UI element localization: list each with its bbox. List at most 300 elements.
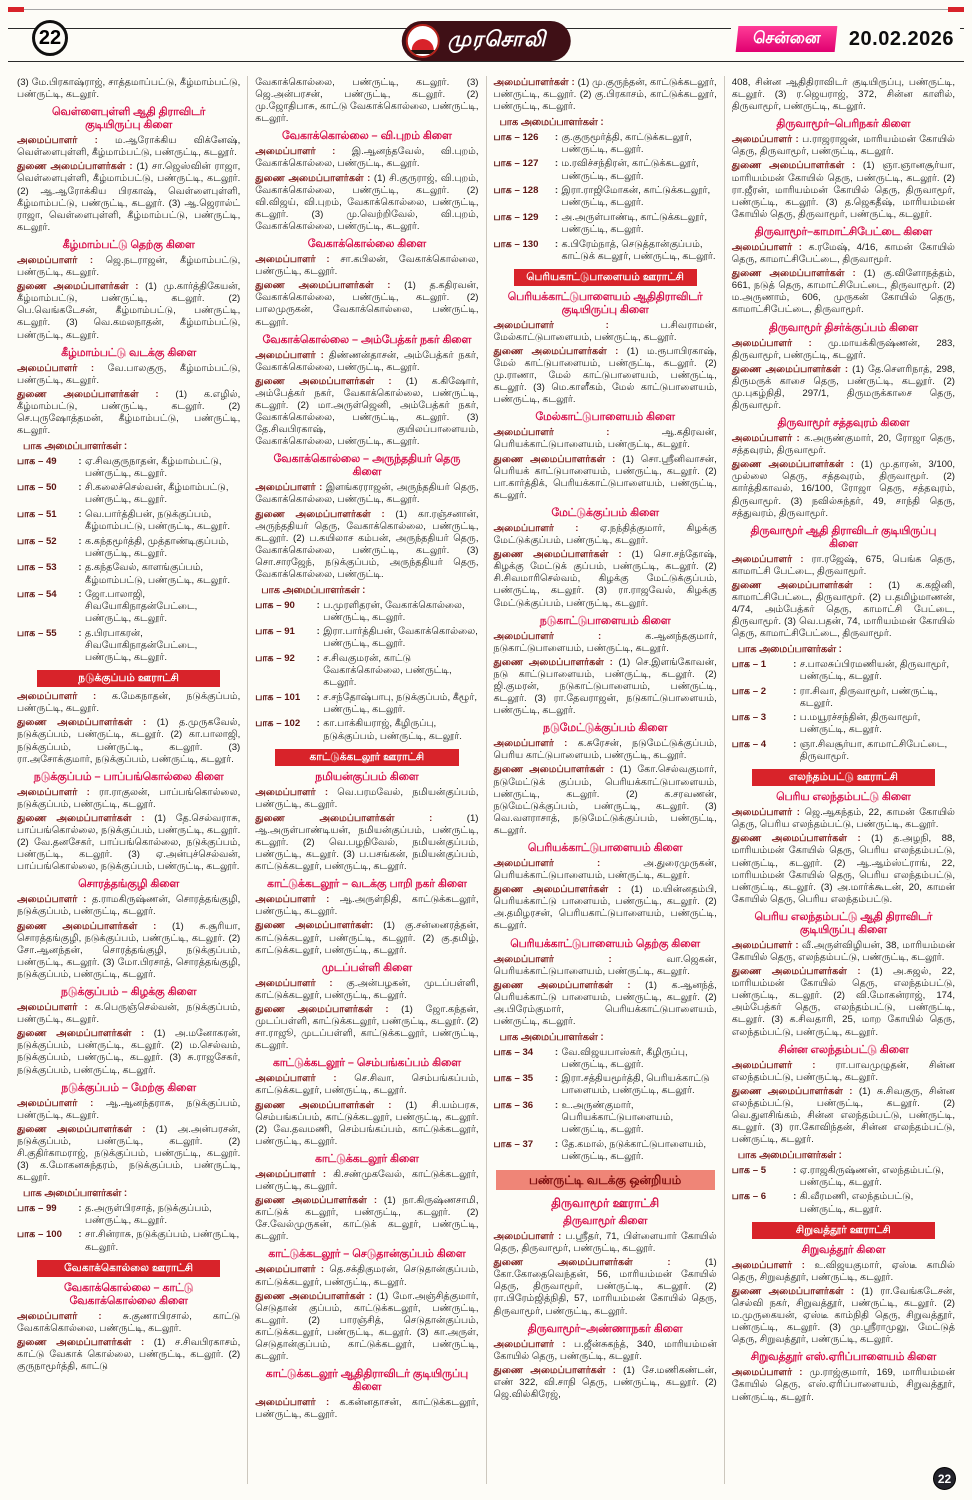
booth-item — [732, 1191, 955, 1215]
panchayat-banner: காட்டுக்கடலூர் ஊராட்சி — [275, 749, 458, 766]
separator: : — [554, 211, 559, 223]
role-label: துணை அமைப்பாளர்கள் : — [255, 812, 467, 824]
branch-heading: பெரிய எலந்தம்பட்டு கிளை — [776, 791, 911, 804]
role-label: அமைப்பாளர் : — [493, 427, 662, 439]
organizer-paragraph: துணை அமைப்பாளர்கள் : (1) சு.சிவகுரு, சின்ன எலந்தம்பட்டு, பண்ருட்டி, கடலூர். (2) வெ.துளசிங்கம், சின்ன எலந்தம்பட்டு, பண்ருட்டி, கடலூர். (3) ரா.கோவிந்தன், சின்ன எலந்தம்பட்டு, பண்ருட்டி, கடலூர். — [731, 1085, 955, 1146]
panchayat-banner: பெரியகாட்டுபாளையம் ஊராட்சி — [514, 269, 697, 286]
branch-heading: பெரியக்காட்டுபாளையம் தெற்கு கிளை — [510, 937, 701, 950]
role-label: அமைப்பாளர் : — [493, 858, 644, 869]
role-label: துணை அமைப்பாளர்கள் : — [731, 160, 863, 172]
branch-heading: கீழ்மாம்பட்டு தெற்கு கிளை — [62, 238, 195, 251]
organizer-paragraph: அமைப்பாளர் : வே.பாலகுரு, கீழ்மாம்பட்டு, பண்ருட்டி, கடலூர். — [17, 362, 241, 386]
role-label: துணை அமைப்பாளர்கள் : — [17, 717, 157, 729]
organizer-paragraph: அமைப்பாளர் : க.சுரேசன், நடுமேட்டுக்குப்பம், பெரிய காட்டுபாளையம், பண்ருட்டி, கடலூர். — [493, 738, 717, 762]
panchayat-banner: சிறுவத்தூர் ஊராட்சி — [752, 1222, 935, 1239]
booth-number: பாக – 92 — [255, 652, 295, 664]
booth-number: பாக – 34 — [493, 1046, 534, 1058]
booth-item — [494, 1100, 717, 1136]
separator: : — [78, 455, 82, 467]
organizer-paragraph: துணை அமைப்பாளர்கள் : (1) தே.சௌரிநாத், 298, திருமருக் காசை தெரு, பண்ருட்டி, கடலூர். (2) மு.புகழ்நிதி, 297/1, திருமருக்காசை தெரு, திருவாமூர். — [731, 363, 955, 411]
separator: : — [793, 658, 797, 670]
role-label: துணை அமைப்பாளர்கள் : — [493, 549, 632, 561]
booth-number: பாக – 127 — [493, 158, 539, 170]
booth-item — [17, 509, 240, 533]
separator: : — [78, 589, 82, 601]
separator: : — [554, 185, 559, 197]
booth-number: பாக – 129 — [493, 211, 539, 223]
role-label: துணை அமைப்பாளர்கள் : — [255, 280, 405, 292]
role-label: அமைப்பாளர் : — [255, 977, 347, 989]
continuation-paragraph: 408, சின்ன ஆதிதிராவிடர் குடியிருப்பு, பண்ருட்டி, கடலூர். (3) ர.ஜெயராஜ், 372, சின்ன காளில், திருவாமூர், பண்ருட்டி, கடலூர். — [731, 77, 955, 113]
organizer-paragraph: துணை அமைப்பாளர்கள் : (1) சா.ஜெஸ்வின் ராஜா, வெள்ளைபுள்ளி, கீழ்மாம்பட்டு, பண்ருட்டி, கடலூர். (2) ஆ.ஆரோக்கிய பிரகாஷ், வெள்ளைபுள்ளி, கீழ்மாம்பட்டு, பண்ருட்டி, கடலூர். (3) ஆ.ஜெரால்ட் ராஜா, வெள்ளைபுள்ளி, கீழ்மாம்பட்டு, பண்ருட்டி, கடலூர். — [17, 161, 241, 233]
organizer-paragraph: துணை அமைப்பாளர்கள் : (1) சி.குருராஜ், வி.புறம், வேகாக்கொல்லை, பண்ருட்டி, கடலூர். (2) வி.விஜய், வி.புறம், வேகாக்கொல்லை, பண்ருட்டி, கடலூர். (3) மு.வெற்றிவேல், வி.புறம், வேகாக்கொல்லை, பண்ருட்டி, கடலூர். — [255, 172, 479, 232]
organizer-paragraph: துணை அமைப்பாளர்கள் : (1) சு.சூரியா, சொரத்தங்குழி, நடுக்குப்பம், பண்ருட்டி, கடலூர். (2) சோ.ஆனந்தன், சொரத்தங்குழி, நடுக்குப்பம், பண்ருட்டி, கடலூர். (3) மோ.பிரசாத், சொரத்தங்குழி, நடுக்குப்பம், பண்ருட்டி, கடலூர். — [17, 920, 241, 980]
organizer-paragraph: துணை அமைப்பாளர்கள் : (1) க.எழில், கீழ்மாம்பட்டு, பண்ருட்டி, கடலூர். (2) செ.புருஷோத்தமன், கீழ்மாம்பட்டு, பண்ருட்டி, கடலூர். — [17, 388, 241, 437]
organizer-paragraph: அமைப்பாளர் : க.கன்னதாசன், காட்டுக்கடலூர், பண்ருட்டி, கடலூர். — [255, 1397, 479, 1421]
role-label: துணை அமைப்பாளர்கள் : — [493, 979, 646, 991]
organizer-paragraph: அமைப்பாளர் : ப.ஜீன்சுகந்த், 340, மாரியம்மன் கோயில் தெரு, பண்ருட்டி, கடலூர். — [493, 1338, 717, 1362]
branch-heading: முடப்பள்ளி கிளை — [321, 961, 412, 974]
branch-heading: நடுக்குப்பம் – மேற்கு கிளை — [61, 1081, 197, 1094]
booth-number: பாக – 36 — [493, 1100, 534, 1111]
booth-item — [17, 1203, 240, 1227]
booth-text: க.கந்தமூர்த்தி, முத்தாண்டிகுப்பம், பண்ருட்டி, கடலூர். — [85, 535, 229, 559]
booth-number: பாக – 126 — [493, 131, 539, 143]
branch-heading: சிறுவத்தூர் எஸ்.ஏரிப்பாளையம் கிளை — [750, 1351, 937, 1364]
role-label: துணை அமைப்பாளர்கள் : — [493, 1257, 706, 1269]
organizer-paragraph: அமைப்பாளர் : உ.விஜயகுமார், ஏஸ்டீ காமில் தெரு, சிறுவத்தூர், பண்ருட்டி, கடலூர். — [731, 1259, 956, 1283]
role-label: அமைப்பாளர் : — [17, 362, 108, 374]
organizer-paragraph: துணை அமைப்பாளர்கள் : (1) மோ.அஞ்சித்குமார், செடுதான் குப்பம், காட்டுக்கடலூர், பண்ருட்டி, கடலூர். (2) பாரஞ்சித், செடுதான்குப்பம், காட்டுக்கடலூர், பண்ருட்டி, கடலூர். (3) கா.அருள், செடுதான்குப்பம், காட்டுக்கடலூர், பண்ருட்டி, கடலூர். — [255, 1290, 479, 1363]
booth-number: பாக – 37 — [493, 1138, 534, 1150]
booth-number: பாக – 52 — [17, 535, 57, 547]
panchayat-heading: திருவாமூர் ஊராட்சி — [551, 1195, 660, 1210]
organizer-paragraph: துணை அமைப்பாளர்கள் : (1) ச.சிவபிரகாசம், காட்டு வேகாக் கொல்லை, பண்ருட்டி, கடலூர். (2) குருநாமூர்த்தி, காட்டு — [17, 1336, 241, 1372]
separator: : — [316, 599, 320, 611]
booth-text: கா.பாக்கியராஜ், கீழிருப்பு, நடுக்குப்பம், பண்ருட்டி, கடலூர். — [323, 718, 462, 742]
booth-number: பாக – 50 — [17, 482, 57, 494]
booth-number: பாக – 6 — [731, 1191, 767, 1203]
role-label: துணை அமைப்பாளர்கள்: — [255, 920, 384, 932]
branch-heading: திருவாமூர்–பெரிநகர் கிளை — [776, 118, 911, 131]
booth-item — [17, 589, 240, 625]
booth-text: வே.விஜயபாஸ்கர், கீழிருப்பு, பண்ருட்டி, கடலூர். — [561, 1046, 688, 1070]
branch-heading: வேகாக்கொல்லை – காட்டு வேகாக்கொல்லை கிளை — [63, 1281, 194, 1307]
union-banner: பண்ருட்டி வடக்கு ஒன்றியம் — [496, 1170, 715, 1190]
organizer-paragraph: அமைப்பாளர் : சு.குணாபிரசால், காட்டு வேகாக்கொல்லை, பண்ருட்டி, கடலூர். — [17, 1310, 241, 1334]
booth-item — [494, 1073, 717, 1097]
branch-heading: வேகாக்கொல்லை – அம்பேத்கர் நகர் கிளை — [262, 333, 472, 346]
organizer-paragraph: அமைப்பாளர் : திண்ணன்தாசன், அம்பேத்கர் நகர், வேகாக்கொல்லை, பண்ருட்டி, கடலூர். — [255, 349, 479, 373]
booth-text: ச.சிவகுமரன், காட்டு வேகாக்கொல்லை, பண்ருட்டி, கடலூர். — [323, 652, 452, 689]
booth-item — [17, 456, 240, 480]
booth-item — [255, 692, 478, 716]
booth-number: பாக – 90 — [255, 599, 295, 611]
branch-heading: திருவாமூர்–அண்ணாநகர் கிளை — [527, 1322, 683, 1335]
booth-item — [494, 132, 717, 156]
role-label: அமைப்பாளர் : — [255, 894, 340, 906]
booth-text: த.பிரபாகரன், சிவயோகிநாதன்பேட்டை, பண்ருட்டி, கடலூர். — [85, 627, 198, 664]
organizer-paragraph: துணை அமைப்பாளர்கள் : (1) ம.ரூபாபிரகாஷ், மேல் காட்டுபாளையம், பண்ருட்டி, கடலூர். (2) மு.ராணா, மேல் காட்டுபாளையம், பண்ருட்டி, கடலூர். (3) மெ.காளீகம், மேல் காட்டுபாளையம், பண்ருட்டி, கடலூர். — [493, 345, 717, 406]
role-label: துணை அமைப்பாளர்கள் : — [17, 1336, 154, 1348]
role-label: அமைப்பாளர் : — [493, 738, 578, 750]
columns — [10, 76, 962, 1484]
separator: : — [793, 1164, 797, 1176]
role-label: துணை அமைப்பாளர்கள் : — [255, 1003, 402, 1015]
booth-text: ஏ.சிவகுருநாதன், கீழ்மாம்பட்டு, பண்ருட்டி, கடலூர். — [85, 455, 222, 479]
booth-organizers-label: பாக அமைப்பாளர்கள் : — [737, 1150, 842, 1162]
branch-heading: திருவாமூர்–காமாட்சிபேட்டை கிளை — [754, 225, 932, 238]
booth-number: பாக – 5 — [731, 1164, 767, 1176]
booth-text: ஜோ.பாலாஜி, சிவயோகிநாதன்பேட்டை, பண்ருட்டி, கடலூர். — [85, 589, 198, 625]
role-label: துணை அமைப்பாளர்கள் : — [255, 1195, 384, 1207]
role-label: துணை அமைப்பாளர்கள் : — [731, 579, 889, 591]
branch-heading: பெரியக்காட்டுபாளையம் கிளை — [527, 842, 683, 854]
organizer-paragraph: துணை அமைப்பாளர்கள் : (1) த.கதிரவன், வேகாக்கொல்லை, பண்ருட்டி, கடலூர். (2) பாலமுருகன், வேகாக்கொல்லை, பண்ருட்டி, கடலூர். — [255, 280, 479, 328]
branch-heading: காட்டுக்கடலூர் – செம்பங்கப்பம் கிளை — [272, 1057, 461, 1070]
organizer-paragraph: அமைப்பாளர் : க.மேகநாதன், நடுக்குப்பம், பண்ருட்டி, கடலூர். — [17, 691, 241, 715]
separator: : — [78, 535, 82, 547]
branch-heading: சிறுவத்தூர் கிளை — [801, 1243, 886, 1256]
branch-heading: நமியன்குப்பம் கிளை — [315, 770, 419, 783]
continuation-paragraph: வேகாக்கொல்லை, பண்ருட்டி, கடலூர். (3) ஜெ.அன்பரசன், பண்ருட்டி, கடலூர். (2) மு.ஜோதிபாசு, காட்டு வேகாக்கொல்லை, பண்ருட்டி, கடலூர். — [255, 77, 479, 125]
booth-organizers-label: பாக அமைப்பாளர்கள் : — [499, 1032, 604, 1044]
organizer-paragraph: அமைப்பாளர் : வீ.அருள்விழியன், 38, மாரியம்மன் கோயில் தெரு, எலந்தம்பட்டு, பண்ருட்டி, கடலூர். — [731, 939, 955, 963]
role-label: அமைப்பாளர் : — [255, 482, 326, 494]
separator: : — [78, 1229, 82, 1241]
booth-text: தே.கமால், நடுக்காட்டுபாளையம், பண்ருட்டி, கடலூர். — [561, 1138, 707, 1162]
booth-item — [17, 562, 240, 586]
role-label: துணை அமைப்பாளர்கள் : — [493, 764, 620, 776]
page-number-badge: 22 — [32, 20, 68, 56]
organizer-paragraph: அமைப்பாளர் : ப.ஸ்ரீதர், 71, பிள்ளையார் கோயில் தெரு, திருவாமூர், பண்ருட்டி, கடலூர். — [493, 1230, 717, 1255]
branch-heading: மேட்டுக்குப்பம் கிளை — [551, 506, 659, 519]
panchayat-banner: வேகாக்கொல்லை ஊராட்சி — [37, 1260, 220, 1277]
organizer-paragraph: துணை அமைப்பாளர்கள் : (1) ரா.வேங்கடேசன், செல்வி நகர், சிறுவத்தூர், பண்ருட்டி, கடலூர். (2) ம.முருகையன், ஏஸ்டீ காம்நிதி தெரு, சிறுவத்தூர், பண்ருட்டி, கடலூர். (3) மு.ஸ்ரீராமுலு, மேட்டுத் தெரு, சிறுவத்தூர், பண்ருட்டி, கடலூர். — [731, 1285, 955, 1346]
branch-heading: திருவாமூர் திசர்க்குப்பம் கிளை — [768, 321, 918, 334]
booth-text: உ.அருண்குமார், பெரியக்காட்டுபாளையம், பண்ருட்டி, கடலூர். — [561, 1100, 674, 1136]
separator: : — [554, 1073, 559, 1085]
booth-item — [17, 628, 240, 664]
role-label: அமைப்பாளர் : — [17, 254, 106, 266]
organizer-paragraph: துணை அமைப்பாளர்கள் : (1) சொ.ஸ்ரீனிவாசன், பெரியக் காட்டுபாளையம், பண்ருட்டி, கடலூர். (2) பா.கார்த்திக், பெரியக்காட்டுபாளையம், பண்ருட்டி, கடலூர். — [493, 453, 717, 501]
role-label: துணை அமைப்பாளர்கள் : — [493, 656, 619, 668]
branch-heading: பெரியக்காட்டுபாளையம் ஆதிதிராவிடர் குடியிருப்பு கிளை — [507, 290, 703, 316]
booth-number: பாக – 2 — [731, 685, 767, 697]
organizer-paragraph: துணை அமைப்பாளர்கள் : (1) ம.யின்னதம்பி, பெரியக்காட்டு பாளையம், பண்ருட்டி, கடலூர். (2) அ.தமிழரசன், பெரியகாட்டுபாளையம், பண்ருட்டி, கடலூர். — [493, 884, 717, 932]
role-label: துணை அமைப்பாளர்கள் : — [17, 161, 137, 173]
role-label: அமைப்பாளர் : — [255, 1264, 330, 1276]
separator: : — [316, 626, 320, 638]
branch-heading: வேகாக்கொல்லை – வி.புறம் கிளை — [282, 130, 452, 143]
organizer-paragraph: துணை அமைப்பாளர்கள் : (1) ஞா.ஞானசூர்யா, மாரியம்மன் கோயில் தெரு, பண்ருட்டி, கடலூர். (2) ரா.ஜீரன், மாரியம்மன் கோயில் தெரு, திருவாமூர், பண்ருட்டி, கடலூர். (3) த.ஜெகதீஷ், மாரியம்மன் கோயில் தெரு, திருவாமூர், பண்ருட்டி, கடலூர். — [731, 160, 956, 220]
role-label: துணை அமைப்பாளர்கள் : — [255, 1099, 406, 1111]
organizer-paragraph: துணை அமைப்பாளர்கள் : (1) செ.இளங்கோவன், நடு காட்டுபாளையம், பண்ருட்டி, கடலூர். (2) ஜி.குமரன், நடுகாட்டுபாளையம், பண்ருட்டி, கடலூர். (3) ரா.தேவராஜன், நடுகாட்டுபாளையம், பண்ருட்டி, கடலூர். — [493, 656, 717, 717]
branch-heading: சின்ன எலந்தம்பட்டு கிளை — [778, 1043, 909, 1056]
organizer-paragraph: அமைப்பாளர் : தெ.சக்திகுமரன், செடுதான்குப்பம், காட்டுக்கடலூர், பண்ருட்டி, கடலூர். — [255, 1264, 479, 1288]
role-label: அமைப்பாளர் : — [255, 146, 352, 158]
branch-heading: திருவாமூர் சத்தவுரம் கிளை — [777, 417, 910, 430]
organizer-paragraph: அமைப்பாளர் : மு.ராஜ்குமார், 169, மாரியம்மன் கோயில் தெரு, எஸ்.ஏரிப்பாளையம், சிறுவத்தூர், பண்ருட்டி, கடலூர். — [731, 1367, 956, 1403]
organizer-paragraph: அமைப்பாளர் : இளங்கரராஜன், அருந்ததியர் தெரு, வேகாக்கொல்லை, பண்ருட்டி, கடலூர். — [255, 482, 479, 506]
column-1 — [10, 76, 247, 1484]
role-label: துணை அமைப்பாளர்கள் : — [17, 1123, 156, 1135]
separator: : — [316, 652, 320, 664]
role-label: அமைப்பாளர் : — [731, 1367, 810, 1379]
continuation-paragraph: (3) மே.பிரகாஷ்ராஜ், சாத்தமாப்பட்டு, கீழ்மாம்பட்டு, பண்ருட்டி, கடலூர். — [17, 77, 241, 101]
role-label: துணை அமைப்பாளர்கள் : — [17, 812, 155, 824]
booth-organizers-label: பாக அமைப்பாளர்கள் : — [737, 644, 842, 656]
organizer-paragraph: துணை அமைப்பாளர்கள் : (1) அ.சுஜல், 22, மாரியம்மன் கோயில் தெரு, எலந்தம்பட்டு, பண்ருட்டி, கடலூர். (2) வி.மோகன்ராஜ், 174, அம்பேத்கர் தெரு, எலந்தம்பட்டு, பண்ருட்டி, கடலூர். (3) க.சிவதாரி, 25, மாற கோயில் தெரு, எலந்தம்பட்டு, பண்ருட்டி, கடலூர். — [731, 966, 955, 1038]
role-label: அமைப்பாளர் : — [731, 939, 802, 951]
branch-heading: காட்டுக்கடலூர் – வடக்கு பாறி நகர் கிளை — [267, 878, 467, 891]
role-label: துணை அமைப்பாளர்கள் : — [17, 281, 146, 293]
page-header — [8, 28, 964, 62]
organizer-paragraph: துணை அமைப்பாளர்கள் : (1) ஆ.அருள்பாண்டியன், நமியன்குப்பம், பண்ருட்டி, கடலூர். (2) வெ.பழநிவேல், நமியன்குப்பம், பண்ருட்டி, கடலூர். (3) ப.பசங்கன், நமியன்குப்பம், காட்டுக்கடலூர், பண்ருட்டி, கடலூர். — [255, 812, 479, 873]
booth-number: பாக – 102 — [255, 718, 301, 730]
organizer-paragraph: அமைப்பாளர் : ஏ.நந்தித்குமார், கிழக்கு மேட்டுக்குப்பம், பண்ருட்டி, கடலூர். — [493, 522, 717, 547]
organizer-paragraph: துணை அமைப்பாளர்கள் : (1) கு.விளோநத்தம், 661, நடுத் தெரு, காமாட்சிபேட்டை, திருவாமூர். (2) ம.அருணாம், 606, முருகன் கோயில் தெரு, காமாட்சிபேட்டை, திருவாமூர். — [731, 268, 955, 316]
column-3 — [486, 76, 724, 1484]
separator: : — [793, 1191, 797, 1203]
role-label: அமைப்பாளர் : — [255, 1168, 334, 1180]
booth-item — [494, 239, 717, 263]
masthead-title: முரசொலி — [447, 28, 547, 51]
booth-number: பாக – 91 — [255, 626, 295, 638]
role-label: அமைப்பாளர் : — [493, 1230, 566, 1242]
organizer-paragraph: அமைப்பாளர்கள் : (1) மு.குருந்தன், காட்டுக்கடலூர், பண்ருட்டி, கடலூர். (2) கு.பிரகாசம், காட்டுக்கடலூர், பண்ருட்டி, கடலூர். — [493, 77, 717, 113]
separator: : — [316, 691, 320, 703]
organizer-paragraph: அமைப்பாளர் : ரா.ராகுலன், பாப்பங்கொல்லை, நடுக்குப்பம், பண்ருட்டி, கடலூர். — [17, 786, 241, 810]
booth-number: பாக – 101 — [255, 691, 301, 703]
organizer-paragraph: அமைப்பாளர் : க.பெருஞ்செல்வன், நடுக்குப்பம், பண்ருட்டி, கடலூர். — [17, 1002, 241, 1026]
booth-text: க.பிரேம்நாத், செடுத்தான்குப்பம், காட்டுக் கடலூர், பண்ருட்டி, கடலூர். — [561, 238, 716, 262]
separator: : — [554, 131, 559, 143]
branch-heading: பெரிய எலந்தம்பட்டு ஆதி திராவிடர் குடியிருப்பு கிளை — [754, 910, 933, 936]
organizer-paragraph: அமைப்பாளர் : ஆ.ஆனந்தராசு, நடுக்குப்பம், பண்ருட்டி, கடலூர். — [17, 1097, 241, 1121]
booth-item — [494, 212, 717, 236]
role-label: துணை அமைப்பாளர்கள் : — [731, 363, 853, 375]
booth-text: ரா.சிவா, திருவாமூர், பண்ருட்டி, கடலூர். — [799, 685, 938, 709]
organizer-paragraph: அமைப்பாளர் : ஜெ.நடராஜன், கீழ்மாம்பட்டு, பண்ருட்டி, கடலூர். — [17, 254, 241, 279]
organizer-paragraph: துணை அமைப்பாளர்கள் : (1) க.கிஷோர், அம்பேத்கர் நகர், வேகாக்கொல்லை, பண்ருட்டி, கடலூர். (2) மா.அருள்ஜெனி, அம்பேத்கர் நகர், வேகாக்கொல்லை, பண்ருட்டி, கடலூர். (3) தே.சிவபிரகாஷ், குயிலப்பாளையம், வேகாக்கொல்லை, பண்ருட்டி, கடலூர். — [255, 375, 479, 448]
booth-item — [17, 482, 240, 506]
branch-heading: காட்டுக்கடலூர் – செடுதான்குப்பம் கிளை — [268, 1248, 466, 1261]
booth-text: ஞா.சிவசூர்யா, காமாட்சிபேட்டை, திருவாமூர். — [799, 738, 948, 763]
branch-heading: சொரத்தங்குழி கிளை — [78, 878, 180, 891]
date-label: 20.02.2026 — [848, 27, 954, 50]
booth-item — [494, 1047, 717, 1071]
branch-heading: திருவாமூர் கிளை — [563, 1214, 648, 1227]
booth-item — [17, 536, 240, 560]
role-label: அமைப்பாளர் : — [731, 1059, 836, 1071]
separator: : — [554, 1138, 559, 1150]
organizer-paragraph: அமைப்பாளர் : ம.ஆரோக்கிய விக்னேஷ், வெள்ளைபுள்ளி, கீழ்மாம்பட்டு, பண்ருட்டி, கடலூர். — [17, 135, 241, 159]
booth-text: ச.பாலசுப்பிரமணியன், திருவாமூர், பண்ருட்டி, கடலூர். — [799, 658, 950, 682]
separator: : — [78, 562, 82, 574]
booth-number: பாக – 54 — [17, 589, 57, 601]
branch-heading: மேல்காட்டுபாளையம் கிளை — [535, 411, 675, 424]
organizer-paragraph: துணை அமைப்பாளர்கள் : (1) கோ.கோதைவெந்தன், 56, மாரியம்மன் கோயில் தெரு, திருவாமூர், பண்ருட்டி, கடலூர். (2) ரா.பிரேம்ஜித்நிதி, 57, மாரியம்மன் கோயில் தெரு, திருவாமூர், பண்ருட்டி, கடலூர். — [493, 1257, 717, 1317]
role-label: துணை அமைப்பாளர்கள் : — [493, 1364, 624, 1376]
booth-text: ஏ.ராஜகிருஷ்ணன், எலந்தம்பட்டு, பண்ருட்டி, கடலூர். — [799, 1164, 944, 1188]
role-label: அமைப்பாளர் : — [255, 254, 341, 266]
branch-heading: வேகாக்கொல்லை – அருந்ததியர் தெரு கிளை — [273, 453, 461, 479]
organizer-paragraph: துணை அமைப்பாளர்கள் : (1) அ.அன்பரசன், நடுக்குப்பம், பண்ருட்டி, கடலூர். (2) சி.குதிர்காமராஜ், நடுக்குப்பம், பண்ருட்டி, கடலூர். (3) க.மோகனசுந்தரம், நடுக்குப்பம், பண்ருட்டி, கடலூர். — [17, 1123, 241, 1184]
branch-heading: நடுமேட்டுக்குப்பம் கிளை — [543, 722, 668, 735]
booth-number: பாக – 53 — [17, 562, 57, 574]
role-label: துணை அமைப்பாளர்கள் : — [731, 966, 871, 978]
edition-badge: சென்னை — [736, 26, 838, 52]
role-label: அமைப்பாளர் : — [17, 1002, 95, 1014]
booth-number: பாக – 35 — [493, 1073, 534, 1085]
booth-text: ப.முரளிதரன், வேகாக்கொல்லை, பண்ருட்டி, கடலூர். — [323, 599, 465, 623]
branch-heading: நடுக்குப்பம் – கிழக்கு கிளை — [60, 986, 197, 999]
separator: : — [316, 718, 320, 730]
role-label: துணை அமைப்பாளர்கள் : — [731, 1285, 862, 1297]
branch-heading: நடுக்குப்பம் – பாப்பங்கொல்லை கிளை — [33, 770, 224, 783]
organizer-paragraph: அமைப்பாளர் : கி.சண்முகவேல், காட்டுக்கடலூர், பண்ருட்டி, கடலூர். — [255, 1168, 479, 1192]
booth-item — [732, 659, 955, 683]
organizer-paragraph: துணை அமைப்பாளர்கள் : (1) கோ.செல்வகுமார், நடுமேட்டுக் குப்பம், பெரியக்காட்டுபாளையம், பண்ருட்டி, கடலூர். (2) க.சரவணன், நடுமேட்டுக்குப்பம், பண்ருட்டி, கடலூர். (3) வெ.வளராசாத், நடுமேட்டுக்குப்பம், பண்ருட்டி, கடலூர். — [493, 764, 717, 836]
booth-item — [255, 600, 478, 624]
role-label: அமைப்பாளர் : — [731, 1259, 815, 1271]
separator: : — [78, 509, 82, 521]
booth-text: ம.ரவிச்சந்திரன், காட்டுக்கடலூர், பண்ருட்டி, கடலூர். — [561, 158, 699, 182]
booth-organizers-label: பாக அமைப்பாளர்கள் : — [499, 117, 604, 129]
organizer-paragraph: துணை அமைப்பாளர்கள் : (1) க.கஜினி, காமாட்சிபேட்டை, திருவாமூர். (2) ப.தமிழ்மாணன், 4/74, அம்பேத்கர் தெரு, காமாட்சி பேட்டை, திருவாமூர். (3) வெ.பதன், 74, மாரியம்மன் கோயில் தெரு, காமாட்சிபேட்டை, திருவாமூர். — [731, 579, 955, 640]
role-label: அமைப்பாளர் : — [493, 630, 646, 642]
organizer-paragraph: அமைப்பாளர் : க.ஆனந்தகுமார், நடுகாட்டுபாளையம், பண்ருட்டி, கடலூர். — [493, 630, 717, 654]
organizer-paragraph: துணை அமைப்பாளர்கள் : (1) அ.மனோகரன், நடுக்குப்பம், பண்ருட்டி, கடலூர். (2) ம.செல்வம், நடுக்குப்பம், பண்ருட்டி, கடலூர். (3) சு.ராஜசேகர், நடுக்குப்பம், பண்ருட்டி, கடலூர். — [17, 1028, 241, 1076]
separator: : — [78, 1202, 82, 1214]
organizer-paragraph: துணை அமைப்பாளர்கள்: (1) கு.சன்னைரத்தன், காட்டுக்கடலூர், பண்ருட்டி, கடலூர். (2) கு.தமிழ், காட்டுக்கடலூர், பண்ருட்டி, கடலூர். — [255, 920, 479, 956]
organizer-paragraph: துணை அமைப்பாளர்கள் : (1) த.அழநி, 88, மாரியம்மன் கோயில் தெரு, பெரிய எலந்தம்பட்டு, பண்ருட்டி, கடலூர். (2) ஆ.ஆம்ஸ்ட்ராங், 22, மாரியம்மன் கோயில் தெரு, பெரிய எலந்தம்பட்டு, பண்ருட்டி, கடலூர். (3) அ.மார்க்கூடன், 20, காமன் கோயில் தெரு, பெரிய எலந்தம்பட்டு. — [731, 833, 955, 905]
role-label: அமைப்பாளர் : — [17, 1310, 123, 1322]
separator: : — [78, 482, 82, 494]
organizer-paragraph: அமைப்பாளர் : மு.மாயக்கிருஷ்ணன், 283, திருவாமூர், பண்ருட்டி, கடலூர். — [731, 337, 955, 361]
booth-text: இரா.ராஜிமோகன், காட்டுக்கடலூர், பண்ருட்டி, கடலூர். — [561, 185, 711, 209]
organizer-paragraph: அமைப்பாளர் : இ.ஆனந்தவேல், வி.புறம், வேகாக்கொல்லை, பண்ருட்டி, கடலூர். — [255, 146, 479, 170]
branch-heading: கீழ்மாம்பட்டு வடக்கு கிளை — [61, 346, 197, 359]
booth-text: இரா.பார்த்திபன், வேகாக்கொல்லை, பண்ருட்டி, கடலூர். — [323, 626, 478, 650]
role-label: துணை அமைப்பாளர்கள் : — [255, 1290, 377, 1302]
role-label: அமைப்பாளர் : — [17, 894, 93, 906]
organizer-paragraph: அமைப்பாளர் : க.ரமேஷ், 4/16, காமன் கோயில் தெரு, காமாட்சிபேட்டை, திருவாமூர். — [731, 241, 956, 266]
role-label: அமைப்பாளர் : — [493, 1338, 574, 1350]
rising-sun-emblem — [406, 24, 440, 58]
role-label: அமைப்பாளர் : — [731, 807, 805, 819]
role-label: துணை அமைப்பாளர்கள் : — [493, 453, 623, 465]
organizer-paragraph: துணை அமைப்பாளர்கள் : (1) மு.தாரன், 3/100, முல்லை தெரு, சத்தவுரம், திருவாமூர். (2) கார்த்திகாவல், 16/100, ரோஜா தெரு, சத்தவுரம், திருவாமூர். (3) நவில்சுந்தர், 49, சாந்தி தெரு, சத்துவரம், திருவாமூர். — [731, 459, 956, 519]
role-label: அமைப்பாளர் : — [731, 553, 812, 565]
booth-number: பாக – 49 — [17, 455, 57, 467]
role-label: அமைப்பாளர் : — [255, 786, 338, 798]
branch-heading: காட்டுக்கடலூர் கிளை — [314, 1152, 419, 1165]
organizer-paragraph: துணை அமைப்பாளர்கள் : (1) த.முருகவேல், நடுக்குப்பம், பண்ருட்டி, கடலூர். (2) கா.பாலாஜி, நடுக்குப்பம், பண்ருட்டி, கடலூர். (3) ரா.அசோக்குமார், நடுக்குப்பம், பண்ருட்டி, கடலூர். — [17, 717, 241, 765]
booth-number: பாக – 130 — [493, 238, 539, 250]
booth-number: பாக – 55 — [17, 627, 57, 639]
booth-item — [494, 185, 717, 209]
organizer-paragraph: அமைப்பாளர் : ப.சிவராமன், மேல்காட்டுபாளையம், பண்ருட்டி, கடலூர். — [493, 319, 717, 343]
booth-text: ச.சந்தோஷ்பாபு, நடுக்குப்பம், கீழூர், பண்ருட்டி, கடலூர். — [323, 691, 478, 715]
organizer-paragraph: அமைப்பாளர் : க.அருண்குமார், 20, ரோஜா தெரு, சத்தவுரம், திருவாமூர். — [731, 433, 955, 457]
role-label: அமைப்பாளர் : — [255, 1073, 355, 1085]
organizer-paragraph: துணை அமைப்பாளர்கள் : (1) க.ஆனந்த், பெரியக்காட்டு பாளையம், பண்ருட்டி, கடலூர். (2) அ.பிரேம்குமார், பெரியக்காட்டுபாளையம், பண்ருட்டி, கடலூர். — [493, 979, 717, 1028]
separator: : — [78, 627, 82, 639]
branch-heading: நடுகாட்டுபாளையம் கிளை — [539, 614, 671, 627]
booth-item — [255, 626, 478, 650]
booth-number: பாக – 3 — [731, 712, 767, 724]
organizer-paragraph: துணை அமைப்பாளர்கள் : (1) சொ.சந்தோஷ், கிழக்கு மேட்டுக் குப்பம், பண்ருட்டி, கடலூர். (2) சி.சிவமாரிசெல்வம், கிழக்கு மேட்டுக்குப்பம், பண்ருட்டி, கடலூர். (3) ரா.ராஜவேல், கிழக்கு மேட்டுக்குப்பம், பண்ருட்டி, கடலூர். — [493, 549, 717, 609]
panchayat-banner: எலந்தம்பட்டு ஊராட்சி — [752, 769, 935, 786]
role-label: அமைப்பாளர் : — [493, 319, 661, 331]
role-label: அமைப்பாளர் : — [493, 522, 600, 534]
booth-item — [255, 653, 478, 689]
organizer-paragraph: அமைப்பாளர் : அ.துரைமுருகன், பெரியக்காட்டுபாளையம், பண்ருட்டி, கடலூர். — [493, 858, 717, 882]
organizer-paragraph: துணை அமைப்பாளர்கள் : (1) சே.மணிகண்டன், எண் 322, வி.சாநி தெரு, பண்ருட்டி, கடலூர். (2) ஜெ.வில்கிரேஜ், — [493, 1364, 717, 1400]
organizer-paragraph: அமைப்பாளர் : வா.ஜெகன், பெரியக்காட்டுபாளையம், பண்ருட்டி, கடலூர். — [493, 953, 717, 977]
booth-item — [17, 1229, 240, 1253]
role-label: அமைப்பாளர் : — [493, 953, 667, 965]
role-label: துணை அமைப்பாளர்கள் : — [731, 1085, 859, 1097]
column-4 — [724, 76, 962, 1484]
organizer-paragraph: துணை அமைப்பாளர்கள் : (1) சி.யம்பரசு, செம்பங்கப்பம், காட்டுக்கடலூர், பண்ருட்டி, கடலூர். (2) வே.தவமணி, செம்பங்கப்பம், காட்டுக்கடலூர், பண்ருட்டி, கடலூர். — [255, 1099, 479, 1147]
role-label: அமைப்பாளர் : — [731, 433, 805, 445]
booth-organizers-label: பாக அமைப்பாளர்கள் : — [23, 441, 128, 453]
booth-organizers-label: பாக அமைப்பாளர்கள் : — [261, 585, 366, 597]
column-2 — [247, 76, 485, 1484]
role-label: துணை அமைப்பாளர்கள் : — [731, 833, 872, 845]
role-label: அமைப்பாளர் : — [17, 135, 115, 147]
booth-item — [732, 1165, 955, 1189]
booth-number: பாக – 51 — [17, 509, 57, 521]
bottom-page-number-badge: 22 — [933, 1467, 956, 1490]
organizer-paragraph: அமைப்பாளர் : கு.அன்பழகன், முடப்பள்ளி, காட்டுக்கடலூர், பண்ருட்டி, கடலூர். — [255, 977, 479, 1001]
role-label: அமைப்பாளர் : — [17, 786, 99, 798]
booth-text: கு.குருமூர்த்தி, காட்டுக்கடலூர், பண்ருட்டி, கடலூர். — [561, 131, 692, 155]
branch-heading: வேகாக்கொல்லை கிளை — [307, 238, 427, 251]
edition-date-group — [731, 22, 960, 56]
role-label: அமைப்பாளர் : — [255, 349, 329, 361]
booth-text: இரா.சத்தியமூர்த்தி, பெரியக்காட்டு பாளையம், பண்ருட்டி, கடலூர். — [561, 1073, 710, 1097]
role-label: அமைப்பாளர்கள் : — [493, 77, 578, 88]
role-label: துணை அமைப்பாளர்கள் : — [255, 508, 396, 520]
organizer-paragraph: துணை அமைப்பாளர்கள் : (1) நா.கிருஷ்ணசாமி, காட்டுக் கடலூர், பண்ருட்டி, கடலூர். (2) சே.வேல்முருகன், காட்டுக் கடலூர், பண்ருட்டி, கடலூர். — [255, 1195, 479, 1243]
role-label: துணை அமைப்பாளர்கள் : — [17, 1028, 154, 1040]
booth-text: கி.வீரமணி, எலந்தம்பட்டு, பண்ருட்டி, கடலூர். — [799, 1191, 914, 1215]
panchayat-banner: நடுக்குப்பம் ஊராட்சி — [37, 670, 220, 687]
organizer-paragraph: துணை அமைப்பாளர்கள் : (1) ஜோ.கந்தன், முடப்பள்ளி, காட்டுக்கடலூர், பண்ருட்டி, கடலூர். (2) சா.ராஜூ, முடப்பள்ளி, காட்டுக்கடலூர், பண்ருட்டி, கடலூர். — [255, 1003, 479, 1052]
role-label: துணை அமைப்பாளர்கள் : — [731, 459, 861, 471]
organizer-paragraph: அமைப்பாளர் : சா.கபிலன், வேகாக்கொல்லை, பண்ருட்டி, கடலூர். — [255, 254, 479, 278]
booth-text: சி.கலைச்செல்வன், கீழ்மாம்பட்டு, பண்ருட்டி, கடலூர். — [85, 482, 229, 506]
booth-text: த.அருள்பிரசாத், நடுக்குப்பம், பண்ருட்டி, கடலூர். — [85, 1202, 212, 1226]
role-label: துணை அமைப்பாளர்கள் : — [731, 268, 864, 280]
separator: : — [554, 1100, 559, 1111]
separator: : — [793, 712, 797, 724]
role-label: அமைப்பாளர் : — [731, 337, 828, 349]
booth-number: பாக – 1 — [731, 658, 767, 670]
organizer-paragraph: அமைப்பாளர் : ரா.பாவமுழுதன், சின்ன எலந்தம்பட்டு, பண்ருட்டி, கடலூர். — [731, 1059, 956, 1083]
booth-organizers-label: பாக அமைப்பாளர்கள் : — [23, 1188, 128, 1200]
branch-heading: வெள்ளைபுள்ளி ஆதி திராவிடர் குடியிருப்பு கிளை — [52, 106, 206, 132]
organizer-paragraph: அமைப்பாளர் : ப.ராஜராஜன், மாரியம்மன் கோயில் தெரு, திருவாமூர், பண்ருட்டி, கடலூர். — [731, 134, 955, 158]
booth-number: பாக – 100 — [17, 1229, 62, 1241]
booth-item — [732, 686, 955, 710]
separator: : — [793, 685, 797, 697]
booth-item — [732, 712, 955, 736]
